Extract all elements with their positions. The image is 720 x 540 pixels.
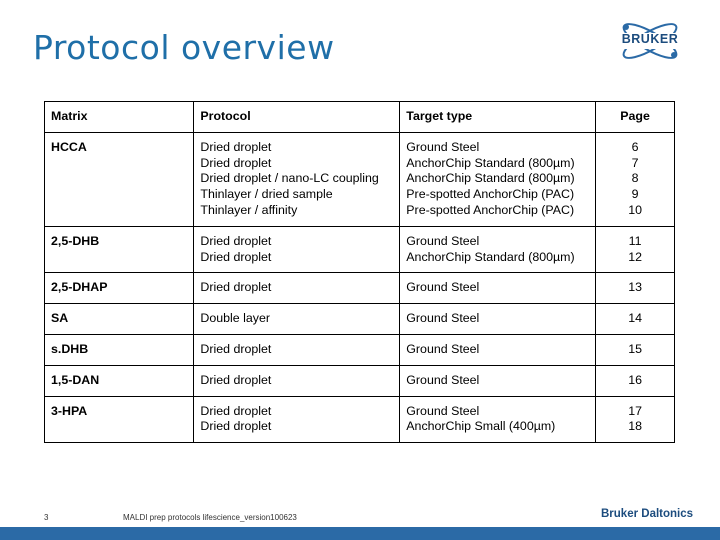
target-line: AnchorChip Small (400µm) <box>406 419 556 434</box>
brand-name: Bruker Daltonics <box>601 508 694 520</box>
protocol-line: Dried droplet <box>200 249 272 264</box>
target-line: Ground Steel <box>406 233 480 248</box>
page-cell <box>596 273 675 304</box>
protocol-cell <box>194 132 400 226</box>
protocol-line: Dried droplet <box>200 341 272 356</box>
page-number: 12 <box>628 249 642 264</box>
bruker-logo <box>612 18 688 64</box>
matrix-cell: 1,5-DAN <box>45 365 194 396</box>
bottom-bar <box>0 527 720 540</box>
header-target-type: Target type <box>400 102 596 133</box>
matrix-cell: 2,5-DHB <box>45 226 194 273</box>
footer-text: MALDI prep protocols lifescience_version100623 <box>123 513 297 522</box>
target-line: AnchorChip Standard (800µm) <box>406 155 575 170</box>
target-cell <box>400 226 596 273</box>
page-number: 7 <box>631 155 639 170</box>
table-row <box>45 304 675 335</box>
protocol-table <box>44 101 675 443</box>
target-line: Ground Steel <box>406 280 480 295</box>
protocol-line: Dried droplet <box>200 280 272 295</box>
header-protocol: Protocol <box>194 102 400 133</box>
slide-number: 3 <box>44 513 49 522</box>
matrix-cell: 3-HPA <box>45 396 194 443</box>
protocol-cell <box>194 396 400 443</box>
page-cell <box>596 365 675 396</box>
target-line: Pre-spotted AnchorChip (PAC) <box>406 187 575 202</box>
target-line: AnchorChip Standard (800µm) <box>406 249 575 264</box>
protocol-line: Dried droplet <box>200 155 272 170</box>
protocol-line: Dried droplet <box>200 233 272 248</box>
protocol-line: Thinlayer / dried sample <box>200 187 333 202</box>
matrix-cell: s.DHB <box>45 334 194 365</box>
page-cell <box>596 334 675 365</box>
table-row <box>45 396 675 443</box>
page-cell <box>596 396 675 443</box>
page-number: 8 <box>631 171 639 186</box>
page-number: 9 <box>631 187 639 202</box>
target-line: Ground Steel <box>406 403 480 418</box>
protocol-cell <box>194 304 400 335</box>
header-page: Page <box>596 102 675 133</box>
page-number: 6 <box>631 139 639 154</box>
header-matrix: Matrix <box>45 102 194 133</box>
target-line: AnchorChip Standard (800µm) <box>406 171 575 186</box>
table-row <box>45 334 675 365</box>
page-number: 11 <box>628 233 642 248</box>
target-line: Ground Steel <box>406 311 480 326</box>
target-line: Ground Steel <box>406 341 480 356</box>
protocol-cell <box>194 273 400 304</box>
slide-title: Protocol overview <box>33 28 335 67</box>
table-row <box>45 132 675 226</box>
page-cell <box>596 132 675 226</box>
target-cell <box>400 132 596 226</box>
target-line: Ground Steel <box>406 139 480 154</box>
protocol-cell <box>194 226 400 273</box>
table-header-row <box>45 102 675 133</box>
target-line: Ground Steel <box>406 372 480 387</box>
table-row <box>45 273 675 304</box>
table-row <box>45 365 675 396</box>
matrix-cell: SA <box>45 304 194 335</box>
page-number: 17 <box>628 403 642 418</box>
matrix-cell: HCCA <box>45 132 194 226</box>
protocol-line: Dried droplet <box>200 139 272 154</box>
protocol-cell <box>194 365 400 396</box>
matrix-cell: 2,5-DHAP <box>45 273 194 304</box>
protocol-line: Dried droplet / nano-LC coupling <box>200 171 379 186</box>
protocol-line: Thinlayer / affinity <box>200 202 298 217</box>
protocol-line: Double layer <box>200 311 270 326</box>
page-number: 14 <box>628 311 642 326</box>
target-cell <box>400 334 596 365</box>
protocol-line: Dried droplet <box>200 419 272 434</box>
protocol-line: Dried droplet <box>200 403 272 418</box>
page-number: 18 <box>628 419 642 434</box>
bruker-logo-text: BRUKER <box>621 32 679 46</box>
page-number: 15 <box>628 341 642 356</box>
protocol-line: Dried droplet <box>200 372 272 387</box>
page-cell <box>596 304 675 335</box>
page-number: 13 <box>628 280 642 295</box>
protocol-cell <box>194 334 400 365</box>
page-number: 16 <box>628 372 642 387</box>
table-row <box>45 226 675 273</box>
target-cell <box>400 396 596 443</box>
target-cell <box>400 365 596 396</box>
page-number: 10 <box>628 202 642 217</box>
target-cell <box>400 304 596 335</box>
target-cell <box>400 273 596 304</box>
page-cell <box>596 226 675 273</box>
target-line: Pre-spotted AnchorChip (PAC) <box>406 202 575 217</box>
